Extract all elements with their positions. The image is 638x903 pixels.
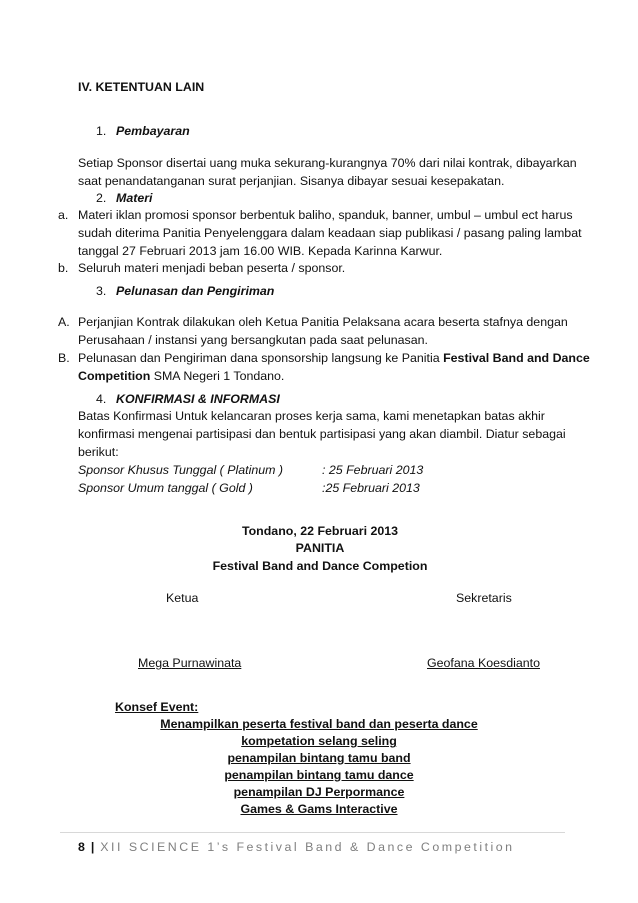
deadline-gold-date: :25 Februari 2013 xyxy=(322,481,420,495)
konsep-item-5: penampilan DJ Perpormance xyxy=(233,785,405,799)
item-4-title: KONFIRMASI & INFORMASI xyxy=(116,392,280,406)
deadline-platinum-date: : 25 Februari 2013 xyxy=(322,463,424,477)
footer-separator: | xyxy=(90,840,95,854)
footer-divider xyxy=(60,832,565,833)
item-1-title: Pembayaran xyxy=(116,124,190,138)
pelunasan-B-line-1 xyxy=(78,351,590,365)
materi-a-line-2: sudah diterima Panitia Penyelenggara dalam keadaan siap publikasi / pasang paling lambat xyxy=(78,226,582,240)
running-title: XII SCIENCE 1’s Festival Band & Dance Competition xyxy=(100,840,515,854)
page-number: 8 xyxy=(78,840,85,854)
page-footer xyxy=(78,840,515,854)
konfirmasi-line-3: berikut: xyxy=(78,445,119,459)
pelunasan-B-event-name: Festival Band and Dance xyxy=(443,351,590,365)
item-3-number: 3. xyxy=(96,284,107,298)
item-4-number: 4. xyxy=(96,392,107,406)
item-1-number: 1. xyxy=(96,124,107,138)
konsep-item-6: Games & Gams Interactive xyxy=(240,802,398,816)
name-sekretaris: Geofana Koesdianto xyxy=(427,656,540,670)
list-marker-A: A. xyxy=(58,315,70,329)
deadline-platinum-label: Sponsor Khusus Tunggal ( Platinum ) xyxy=(78,463,284,477)
pelunasan-B-school: SMA Negeri 1 Tondano. xyxy=(150,369,285,383)
item-2-number: 2. xyxy=(96,191,107,205)
konsep-title: Konsef Event: xyxy=(115,700,199,714)
item-2-title: Materi xyxy=(116,191,153,205)
list-marker-b: b. xyxy=(58,261,69,275)
pelunasan-B-line-2 xyxy=(78,369,284,383)
list-marker-a: a. xyxy=(58,208,69,222)
konsep-item-4: penampilan bintang tamu dance xyxy=(224,768,414,782)
konfirmasi-line-2: konfirmasi mengenai partisipasi dan bentuk partisipasi yang akan diambil. Diatur sebagai xyxy=(78,427,566,441)
deadline-gold-label: Sponsor Umum tanggal ( Gold ) xyxy=(78,481,253,495)
signature-place-date: Tondano, 22 Februari 2013 xyxy=(241,524,399,538)
pelunasan-B-competition: Competition xyxy=(78,369,151,383)
name-ketua: Mega Purnawinata xyxy=(138,656,242,670)
section-heading: IV. KETENTUAN LAIN xyxy=(78,80,205,94)
materi-a-line-1: Materi iklan promosi sponsor berbentuk baliho, spanduk, banner, umbul – umbul ect harus xyxy=(78,208,573,222)
pelunasan-A-line-1: Perjanjian Kontrak dilakukan oleh Ketua Panitia Pelaksana acara beserta stafnya dengan xyxy=(78,315,568,329)
list-marker-B: B. xyxy=(58,351,70,365)
konsep-item-1: Menampilkan peserta festival band dan peserta dance xyxy=(160,717,478,731)
paragraph-pembayaran-line-1: Setiap Sponsor disertai uang muka sekurang-kurangnya 70% dari nilai kontrak, dibayarkan xyxy=(78,156,577,170)
signature-org: PANITIA xyxy=(295,541,345,555)
paragraph-pembayaran-line-2: saat penandatanganan surat perjanjian. Sisanya dibayar sesuai kesepakatan. xyxy=(78,174,505,188)
konsep-item-3: penampilan bintang tamu band xyxy=(227,751,411,765)
konfirmasi-line-1: Batas Konfirmasi Untuk kelancaran proses kerja sama, kami menetapkan batas akhir xyxy=(78,409,545,423)
role-sekretaris: Sekretaris xyxy=(456,591,512,605)
role-ketua: Ketua xyxy=(166,591,199,605)
item-3-title: Pelunasan dan Pengiriman xyxy=(116,284,275,298)
materi-a-line-3: tanggal 27 Februari 2013 jam 16.00 WIB. Kepada Karinna Karwur. xyxy=(78,244,443,258)
signature-event: Festival Band and Dance Competion xyxy=(212,559,428,573)
konsep-item-2: kompetation selang seling xyxy=(241,734,397,748)
pelunasan-B-text: Pelunasan dan Pengiriman dana sponsorship langsung ke Panitia xyxy=(78,351,444,365)
materi-b-line: Seluruh materi menjadi beban peserta / sponsor. xyxy=(78,261,346,275)
pelunasan-A-line-2: Perusahaan / instansi yang bersangkutan pada saat pelunasan. xyxy=(78,333,428,347)
